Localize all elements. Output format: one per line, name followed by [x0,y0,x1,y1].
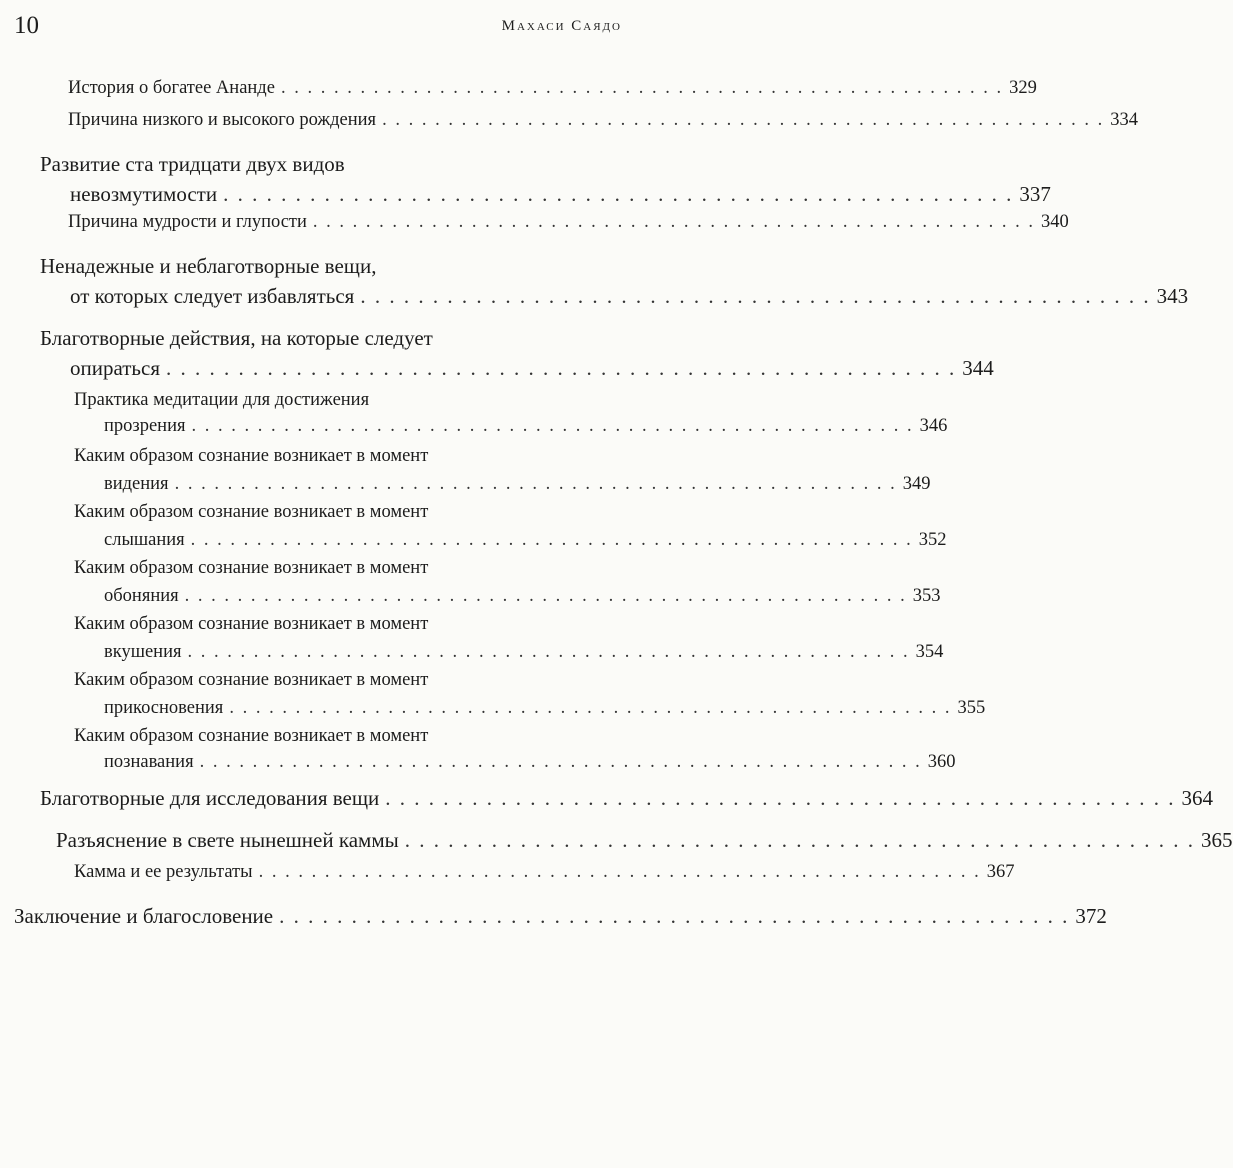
toc-page-number: 354 [915,642,944,662]
toc-entry-title: невозмутимости [70,182,218,206]
toc-page-number: 343 [1156,284,1189,308]
toc-entry-title: вкушения [104,642,182,662]
toc-page-number: 364 [1181,786,1214,810]
toc-page-number: 352 [918,530,947,550]
toc-page-number: 372 [1075,904,1107,928]
toc-entry-title: Каким образом сознание возникает в момент [74,446,429,466]
toc-entry-title: Каким образом сознание возникает в момент [74,726,429,746]
toc-entry-title: Развитие ста тридцати двух видов [40,152,345,176]
toc-entry-title: История о богатее Ананде [68,78,275,98]
page-number: 10 [14,12,39,39]
toc-page-number: 353 [912,586,941,606]
toc-page-number: 365 [1201,828,1233,852]
dot-leader: . . . . . . . . . . . . . . . . . . . . . . . . . . . . . . . . . . . . . . . . . . . . . . . . . . . . . . . [360,284,1151,308]
dot-leader: . . . . . . . . . . . . . . . . . . . . . . . . . . . . . . . . . . . . . . . . . . . . . . . . . . . . . . . [280,78,1004,98]
dot-leader: . . . . . . . . . . . . . . . . . . . . . . . . . . . . . . . . . . . . . . . . . . . . . . . . . . . . . . . [258,862,981,882]
dot-leader: . . . . . . . . . . . . . . . . . . . . . . . . . . . . . . . . . . . . . . . . . . . . . . . . . . . . . . . [199,752,922,772]
dot-leader: . . . . . . . . . . . . . . . . . . . . . . . . . . . . . . . . . . . . . . . . . . . . . . . . . . . . . . . [190,530,913,550]
dot-leader: . . . . . . . . . . . . . . . . . . . . . . . . . . . . . . . . . . . . . . . . . . . . . . . . . . . . . . . [187,642,910,662]
toc-page-number: 346 [919,416,948,436]
toc-entry-title: Ненадежные и неблаготворные вещи, [40,254,377,278]
dot-leader: . . . . . . . . . . . . . . . . . . . . . . . . . . . . . . . . . . . . . . . . . . . . . . . . . . . . . . . [312,212,1036,232]
toc-entry-title: Заключение и благословение [14,904,274,928]
toc-entry-title: Каким образом сознание возникает в момент [74,614,429,634]
toc-entry-title: Разъяснение в свете нынешней каммы [56,828,399,852]
toc-page-number: 329 [1009,78,1037,98]
toc-entry-title: прикосновения [104,698,224,718]
toc-page-number: 344 [962,356,994,380]
toc-entry-title: слышания [104,530,185,550]
toc-entry-title: Каким образом сознание возникает в момент [74,502,429,522]
toc-entry-title: познавания [104,752,194,772]
toc-entry-title: видения [104,474,169,494]
dot-leader: . . . . . . . . . . . . . . . . . . . . . . . . . . . . . . . . . . . . . . . . . . . . . . . . . . . . . . . [382,110,1105,130]
running-head: Махаси Саядо [501,18,622,34]
dot-leader: . . . . . . . . . . . . . . . . . . . . . . . . . . . . . . . . . . . . . . . . . . . . . . . . . . . . . . . [229,698,952,718]
toc-page-number: 367 [986,862,1015,882]
toc-page-number: 349 [902,474,931,494]
toc-page-number: 334 [1110,110,1138,130]
toc-page-number: 360 [927,752,956,772]
dot-leader: . . . . . . . . . . . . . . . . . . . . . . . . . . . . . . . . . . . . . . . . . . . . . . . . . . . . . . . [223,182,1014,206]
toc-entry-title: обоняния [104,586,179,606]
dot-leader: . . . . . . . . . . . . . . . . . . . . . . . . . . . . . . . . . . . . . . . . . . . . . . . . . . . . . . . [191,416,914,436]
toc-entry-title: Благотворные действия, на которые следует [40,326,433,350]
toc-entry-title: Практика медитации для достижения [74,390,370,410]
dot-leader: . . . . . . . . . . . . . . . . . . . . . . . . . . . . . . . . . . . . . . . . . . . . . . . . . . . . . . . [404,828,1195,852]
toc-entry-title: Камма и ее результаты [74,862,253,882]
toc-entry-title: прозрения [104,416,186,436]
toc-page-number: 355 [957,698,986,718]
toc-entry-title: Благотворные для исследования вещи [40,786,380,810]
toc-entry-title: Каким образом сознание возникает в момент [74,558,429,578]
dot-leader: . . . . . . . . . . . . . . . . . . . . . . . . . . . . . . . . . . . . . . . . . . . . . . . . . . . . . . . [184,586,907,606]
toc-entry-title: Каким образом сознание возникает в момент [74,670,429,690]
toc-page-number: 340 [1041,212,1069,232]
page-header [14,12,622,42]
toc-entry-title: опираться [70,356,160,380]
toc-entry-title: от которых следует избавляться [70,284,355,308]
toc-entry-title: Причина низкого и высокого рождения [68,110,377,130]
dot-leader: . . . . . . . . . . . . . . . . . . . . . . . . . . . . . . . . . . . . . . . . . . . . . . . . . . . . . . . [166,356,957,380]
dot-leader: . . . . . . . . . . . . . . . . . . . . . . . . . . . . . . . . . . . . . . . . . . . . . . . . . . . . . . . [279,904,1070,928]
dot-leader: . . . . . . . . . . . . . . . . . . . . . . . . . . . . . . . . . . . . . . . . . . . . . . . . . . . . . . . [385,786,1176,810]
toc-entry-title: Причина мудрости и глупости [68,212,307,232]
dot-leader: . . . . . . . . . . . . . . . . . . . . . . . . . . . . . . . . . . . . . . . . . . . . . . . . . . . . . . . [174,474,897,494]
toc-page-number: 337 [1019,182,1051,206]
